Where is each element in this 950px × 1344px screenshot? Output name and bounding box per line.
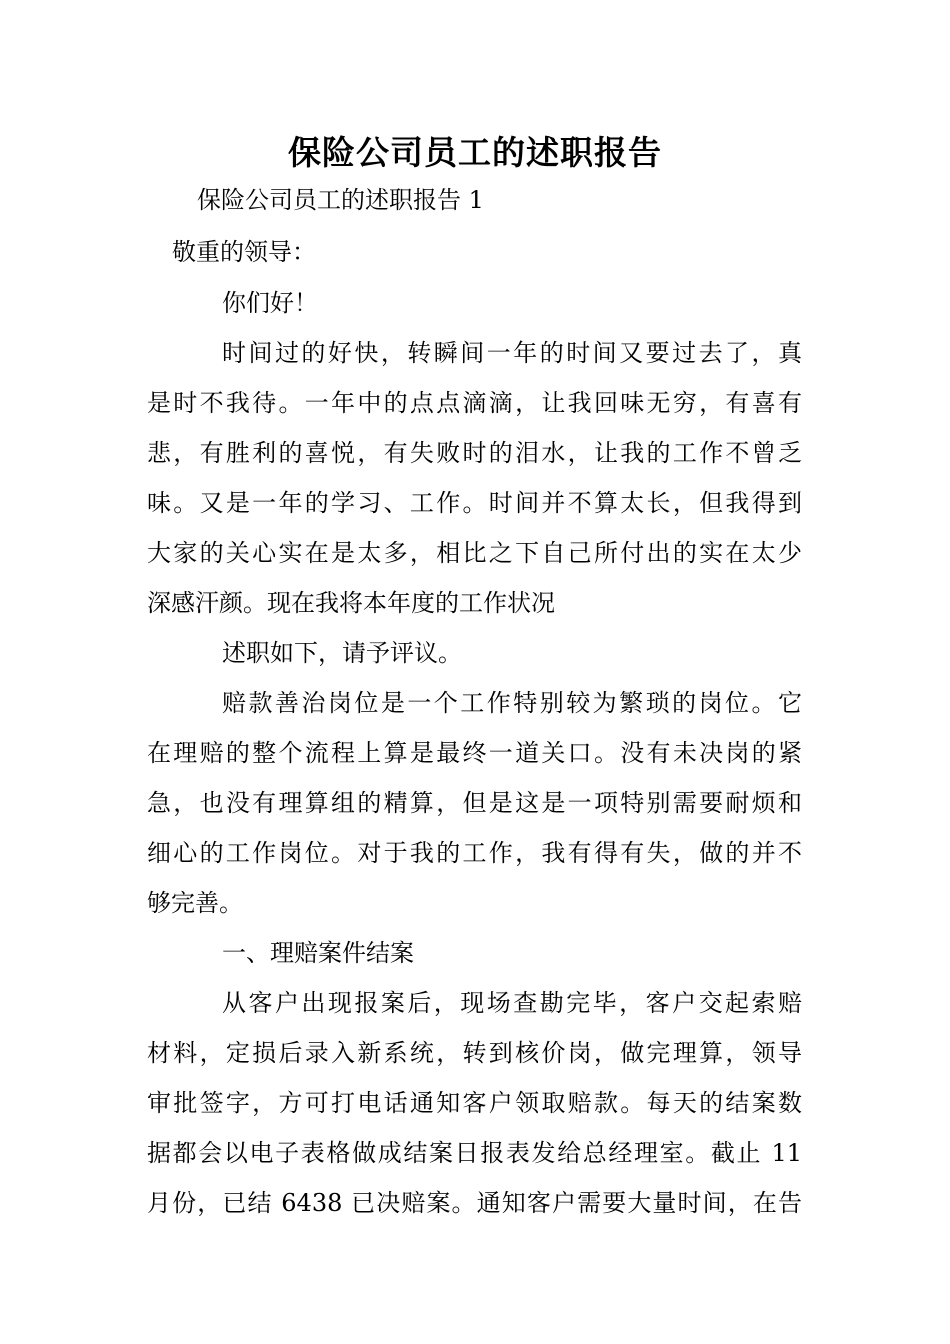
paragraph-line: 味。又是一年的学习、工作。时间并不算太长，但我得到 [147, 489, 802, 517]
paragraph-line: 在理赔的整个流程上算是最终一道关口。没有未决岗的紧 [147, 739, 802, 767]
paragraph-line: 从客户出现报案后，现场查勘完毕，客户交起索赔 [222, 989, 802, 1017]
paragraph-line: 据都会以电子表格做成结案日报表发给总经理室。截止 11 [147, 1139, 802, 1167]
paragraph-line: 够完善。 [147, 889, 243, 917]
paragraph-line: 时间过的好快，转瞬间一年的时间又要过去了，真 [222, 339, 802, 367]
paragraph-line: 大家的关心实在是太多，相比之下自己所付出的实在太少 [147, 539, 802, 567]
paragraph-line: 述职如下，请予评议。 [222, 639, 462, 667]
paragraph-line: 赔款善治岗位是一个工作特别较为繁琐的岗位。它 [222, 689, 802, 717]
section-heading: 一、理赔案件结案 [222, 939, 414, 967]
paragraph-line: 审批签字，方可打电话通知客户领取赔款。每天的结案数 [147, 1089, 802, 1117]
paragraph-line: 悲，有胜利的喜悦，有失败时的泪水，让我的工作不曾乏 [147, 439, 802, 467]
paragraph-line: 急，也没有理算组的精算，但是这是一项特别需要耐烦和 [147, 789, 802, 817]
document-title: 保险公司员工的述职报告 [288, 133, 662, 172]
report-subtitle: 保险公司员工的述职报告 1 [197, 186, 484, 214]
salutation: 敬重的领导： [172, 238, 316, 266]
paragraph-line: 深感汗颜。现在我将本年度的工作状况 [147, 589, 555, 617]
paragraph-line: 材料，定损后录入新系统，转到核价岗，做完理算，领导 [147, 1039, 802, 1067]
paragraph-line: 月份，已结 6438 已决赔案。通知客户需要大量时间，在告 [147, 1189, 802, 1217]
greeting: 你们好！ [222, 289, 318, 317]
paragraph-line: 细心的工作岗位。对于我的工作，我有得有失，做的并不 [147, 839, 802, 867]
paragraph-line: 是时不我待。一年中的点点滴滴，让我回味无穷，有喜有 [147, 389, 802, 417]
